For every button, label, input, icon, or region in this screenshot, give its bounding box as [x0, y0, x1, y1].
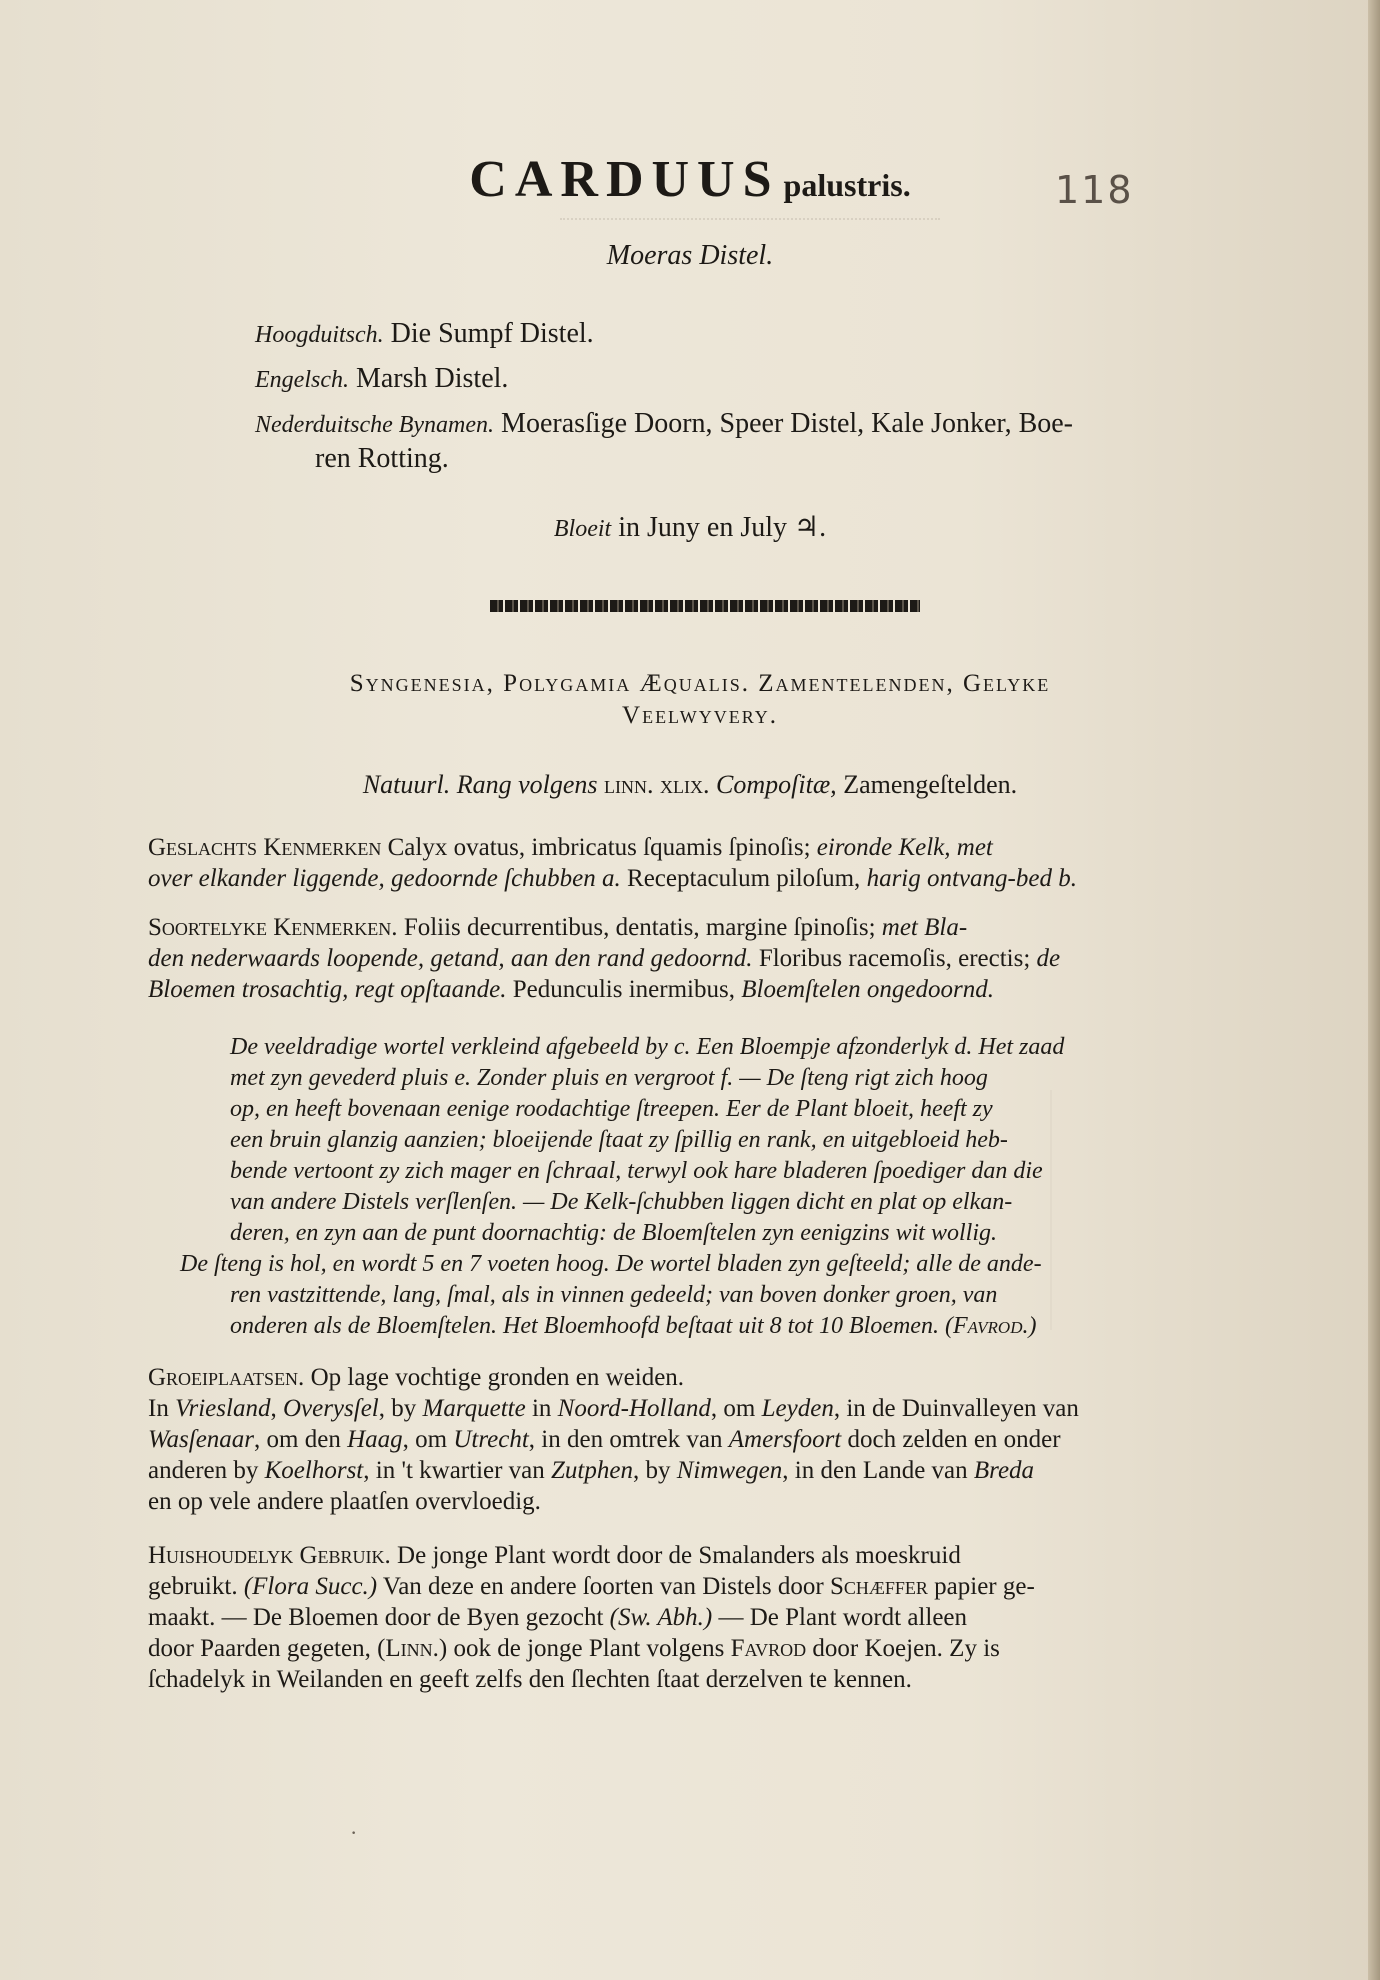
text-line: Bloemen trosachtig, regt opſtaande. Pedunculis inermibus, Bloemſtelen ongedoornd. [148, 976, 994, 1003]
name-text: Marsh Distel. [355, 363, 509, 394]
desc-line: op, en heeft bovenaan eenige roodachtige ſtreepen. Eer de Plant bloeit, heeft zy [230, 1096, 993, 1122]
name-label: Nederduitsche Bynamen. [255, 412, 495, 438]
habitat [148, 1362, 1258, 1517]
desc-line: onderen als de Bloemſtelen. Het Bloemhoofd beſtaat uit 8 tot 10 Bloemen. (Favrod.) [230, 1313, 1037, 1339]
text-line: Calyx ovatus, imbricatus ſquamis ſpinoſis; eironde Kelk, met [387, 834, 993, 861]
desc-line: van andere Distels verſlenſen. — De Kelk-ſchubben liggen dicht en plat op elkan- [230, 1189, 1013, 1215]
desc-line: bende vertoont zy zich mager en ſchraal, terwyl ook hare bladeren ſpoediger dan die [230, 1158, 1043, 1184]
text-line: Op lage vochtige gronden en weiden. [310, 1364, 685, 1391]
linnaean-classification [145, 668, 1255, 732]
text-line: maakt. — De Bloemen door de Byen gezocht (Sw. Abh.) — De Plant wordt alleen [148, 1604, 968, 1631]
flowering-line [0, 510, 1380, 544]
common-name: Moeras Distel. [606, 240, 774, 271]
classification-line: Syngenesia, Polygamia Æqualis. Zamentelenden, Gelyke [349, 670, 1051, 697]
rank-number: xlix. [660, 770, 710, 799]
text-line: Foliis decurrentibus, dentatis, margine ſpinoſis; met Bla- [403, 914, 968, 941]
name-text: Moerasſige Doorn, Speer Distel, Kale Jonker, Boe- [501, 408, 1073, 439]
desc-line: De veeldradige wortel verkleind afgebeeld by c. Een Bloempje afzonderlyk d. Het zaad [230, 1034, 1065, 1060]
desc-line: De ſteng is hol, en wordt 5 en 7 voeten hoog. De wortel bladen zyn geſteeld; alle de ande- [180, 1251, 1042, 1277]
rank-order-latin: Compoſitæ, [716, 770, 837, 799]
handwritten-number: 118 [1055, 168, 1134, 212]
text-line: anderen by Koelhorst, in 't kwartier van Zutphen, by Nimwegen, in den Lande van Breda [148, 1457, 1035, 1484]
flowering-text: in Juny en July ♃. [618, 512, 827, 543]
natural-rank [0, 770, 1380, 800]
text-line: door Paarden gegeten, (Linn.) ook de jonge Plant volgens Favrod door Koejen. Zy is [148, 1635, 1000, 1662]
text-line: In Vriesland, Overysſel, by Marquette in Noord-Holland, om Leyden, in de Duinvalleyen van [148, 1395, 1079, 1422]
name-row-english [255, 357, 1275, 402]
text-line: den nederwaards loopende, getand, aan den rand gedoornd. Floribus racemoſis, erectis; de [148, 945, 1061, 972]
ornamental-rule [490, 600, 920, 612]
text-line: De jonge Plant wordt door de Smalanders als moeskruid [397, 1542, 961, 1569]
classification-line: Veelwyvery. [622, 702, 778, 729]
species-title: palustris. [783, 167, 911, 203]
text-line: ſchadelyk in Weilanden en geeft zelfs den ſlechten ſtaat derzelven te kennen. [148, 1666, 912, 1693]
desc-line: deren, en zyn aan de punt doornachtig: de Bloemſtelen zyn eenigzins wit wollig. [230, 1220, 997, 1246]
species-characters [148, 912, 1258, 1005]
section-label: Huishoudelyk Gebruik. [148, 1542, 391, 1569]
page-edge-shadow [1368, 0, 1380, 1980]
rank-author: linn. [604, 770, 654, 799]
bleed-through-mark [560, 218, 940, 240]
page-speck: · [350, 1820, 358, 1845]
rank-prefix: Natuurl. Rang volgens [362, 770, 598, 799]
vernacular-names [255, 312, 1275, 481]
section-label: Soortelyke Kenmerken. [148, 914, 398, 941]
text-line: over elkander liggende, gedoornde ſchubben a. Receptaculum piloſum, harig ontvang-bed b. [148, 865, 1077, 892]
rank-order-dutch: Zamengeſtelden. [843, 770, 1018, 799]
description [180, 1032, 1278, 1342]
title-line [0, 150, 1380, 209]
text-line: gebruikt. (Flora Succ.) Van deze en andere ſoorten van Distels door Schæffer papier ge- [148, 1573, 1035, 1600]
genus-characters [148, 832, 1258, 894]
name-label: Engelsch. [255, 367, 349, 393]
name-row-german [255, 312, 1275, 357]
text-line: Wasſenaar, om den Haag, om Utrecht, in den omtrek van Amersfoort doch zelden en onder [148, 1426, 1061, 1453]
name-continuation: ren Rotting. [315, 443, 449, 474]
flowering-label: Bloeit [553, 516, 612, 542]
text-line: en op vele andere plaatſen overvloedig. [148, 1488, 541, 1515]
genus-title: CARDUUS [469, 151, 780, 208]
desc-line: ren vastzittende, lang, ſmal, als in vinnen gedeeld; van boven donker groen, van [230, 1282, 998, 1308]
name-text: Die Sumpf Distel. [390, 318, 594, 349]
section-label: Geslachts Kenmerken [148, 834, 382, 861]
section-label: Groeiplaatsen. [148, 1364, 305, 1391]
name-label: Hoogduitsch. [255, 322, 384, 348]
desc-line: een bruin glanzig aanzien; bloeijende ſtaat zy ſpillig en rank, en uitgebloeid heb- [230, 1127, 1008, 1153]
desc-line: met zyn gevederd pluis e. Zonder pluis en vergroot f. — De ſteng rigt zich hoog [230, 1065, 988, 1091]
economic-uses [148, 1540, 1258, 1695]
